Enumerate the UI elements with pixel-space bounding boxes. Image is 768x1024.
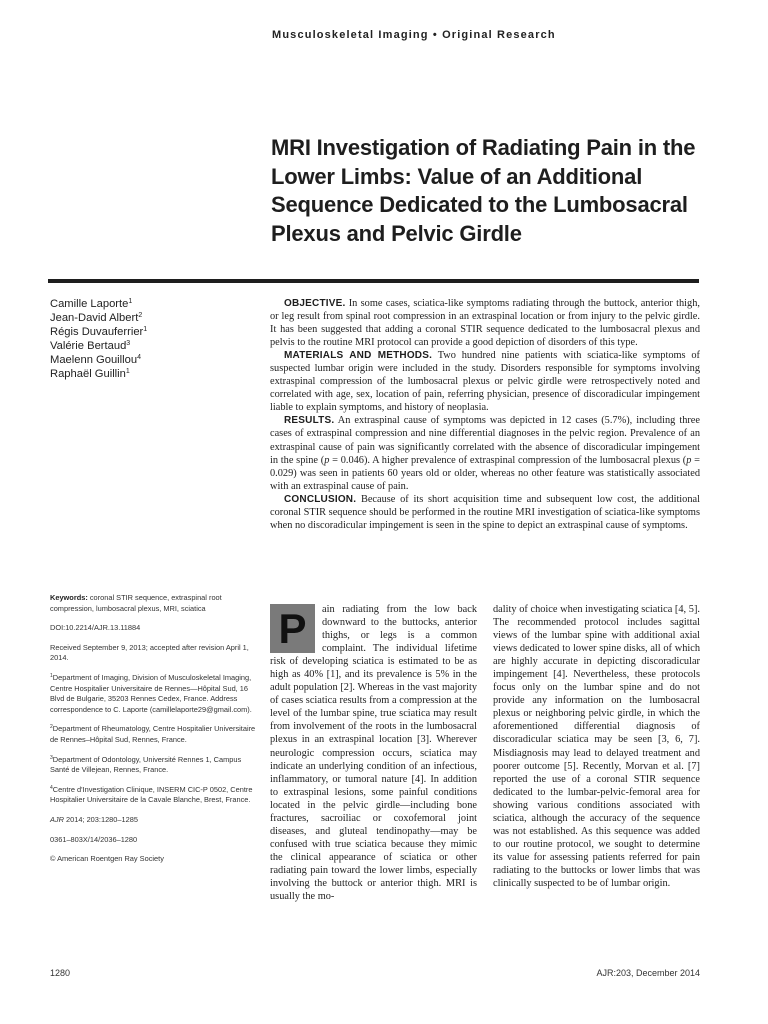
author: Camille Laporte$^1$ (50, 298, 133, 310)
drop-cap: P (270, 604, 315, 653)
body-column-1 (270, 603, 477, 903)
author: Régis Duvauferrier$^1$ (50, 326, 148, 338)
affiliation: $^1$Department of Imaging, Division of Musculoskeletal Imaging, Centre Hospitalier Universitaire de Rennes—Hôpital Sud, 16 Blvd de Bulgarie, 35203 Rennes Cedex, France. Address correspondence to C. Laporte (camillelaporte29@gmail.com). (50, 672, 252, 714)
article-title: MRI Investigation of Radiating Pain in the Lower Limbs: Value of an Additional Sequence Dedicated to the Lumbosacral Plexus and Pelvic Girdle (271, 135, 696, 246)
abstract-objective: OBJECTIVE. In some cases, sciatica-like symptoms radiating through the buttock, anterior thigh, or leg result from spinal root compression in an extraspinal location or from injury to the pelvic girdle. It has been suggested that adding a coronal STIR sequence dedicated to the lumbosacral plexus and pelvis to the routine MRI protocol can provide a good depiction of disorders of this type. (270, 298, 700, 349)
side-notes (50, 593, 258, 874)
journal-citation: AJR:203, December 2014 (596, 968, 700, 978)
running-head: Musculoskeletal Imaging • Original Research (272, 29, 556, 41)
page-number: 1280 (50, 968, 71, 978)
abstract-conclusion: CONCLUSION. Because of its short acquisition time and subsequent low cost, the additional coronal STIR sequence should be performed in the routine MRI investigation of sciatica-like symptoms when no discoradicular impingement is seen in the spine to depict an extraspinal cause of symptoms. (270, 493, 700, 531)
citation: AJR 2014; 203:1280–1285 (50, 814, 138, 824)
author: Maelenn Gouillou$^4$ (50, 354, 141, 366)
author-list (50, 297, 250, 381)
author: Valérie Bertaud$^3$ (50, 340, 131, 352)
received-dates: Received September 9, 2013; accepted after revision April 1, 2014. (50, 642, 249, 663)
body-text: dality of choice when investigating sciatica [4, 5]. The recommended protocol includes sagittal views of the lumbar spine with additional axial views dedicated to lower spine disks, all of which are highly accurate in depicting discoradicular impingement [4]. Nevertheless, these protocols focus only on the lumbar spine and do not provide any information on the lumbosacral plexus or neighboring pelvic girdle, in which the aforementioned differential diagnosis of discoradicular sciatica may be seen [3, 6, 7]. Misdiagnosis may lead to delayed treatment and poorer outcome [5]. Recently, Morvan et al. [7] reported the use of a coronal STIR sequence dedicated to the lumbar-pelvic-femoral area for showing various conditions associated with sciatica, although the accuracy of the sequence was not established. As this sequence was added to our routine protocol, we sought to determine its value for assessing patients referred for pain radiating to the buttocks or lower limbs that was clinically suspected to be of lumbar origin. (493, 604, 700, 889)
abstract-methods: MATERIALS AND METHODS. Two hundred nine patients with sciatica-like symptoms of suspected lumbar origin were included in the study. Disorders responsible for symptoms involving extraspinal compression of the lumbosacral plexus or pelvic girdle were retrospectively noted and correlated with age, sex, location of pain, referring physician, presence of discoradicular impingement liable to explain symptoms, and history of neoplasia. (270, 350, 700, 414)
issn: 0361–803X/14/2036–1280 (50, 834, 138, 844)
affiliation: $^4$Centre d'Investigation Clinique, INSERM CIC-P 0502, Centre Hospitalier Universitaire de la Cavale Blanche, Brest, France. (50, 784, 253, 805)
affiliation: $^2$Department of Rheumatology, Centre Hospitalier Universitaire de Rennes–Hôpital Sud, Rennes, France. (50, 724, 256, 744)
body-column-2 (493, 603, 700, 890)
title-rule (48, 279, 699, 283)
author: Raphaël Guillin$^1$ (50, 368, 130, 380)
affiliation: $^3$Department of Odontology, Université Rennes 1, Campus Santé de Villejean, Rennes, France. (50, 754, 242, 775)
abstract (270, 297, 700, 532)
keywords: Keywords: coronal STIR sequence, extraspinal root compression, lumbosacral plexus, MRI, sciatica (50, 593, 222, 613)
doi: DOI:10.2214/AJR.13.11884 (50, 623, 141, 633)
abstract-results: RESULTS. An extraspinal cause of symptoms was depicted in 12 cases (5.7%), including three cases of extraspinal compression and nine differential diagnoses in the pelvic region. Prevalence of an extraspinal cause of pain was significantly correlated with the absence of discoradicular impingement in the spine (p = 0.046). A higher prevalence of extraspinal compression of the lumbosacral plexus (p = 0.029) was seen in patients 60 years old or older, whereas no other feature was statistically associated with an extraspinal cause of pain. (270, 415, 700, 492)
author: Jean-David Albert$^2$ (50, 312, 143, 324)
body-text: ain radiating from the low back downward to the buttocks, anterior thighs, or legs is a common complaint. The individual lifetime risk of developing sciatica is estimated to be as high as 40% [1], and its prevalence is 5% in the adult population [2]. Whereas in the vast majority of cases sciatica results from a compression at the level of the lumbar spine, true sciatica may result from involvement of the roots in the lumbosacral plexus in an extraspinal location [3]. Wherever neurologic compression occurs, sciatica may indicate an underlying condition of an infectious, inflammatory, or tumoral nature [4]. In addition to extraspinal lesions, some painful conditions located in the pelvic girdle—including bone fractures, sacroiliac or coxofemoral joint diseases, and gluteal tendinopathy—may be confused with true sciatica because they mimic the clinical appearance of sciatica or other radiating pain toward the lower limbs, especially involving the buttock or anterior thigh. MRI is usually the mo- (270, 604, 477, 903)
copyright: © American Roentgen Ray Society (50, 854, 164, 864)
